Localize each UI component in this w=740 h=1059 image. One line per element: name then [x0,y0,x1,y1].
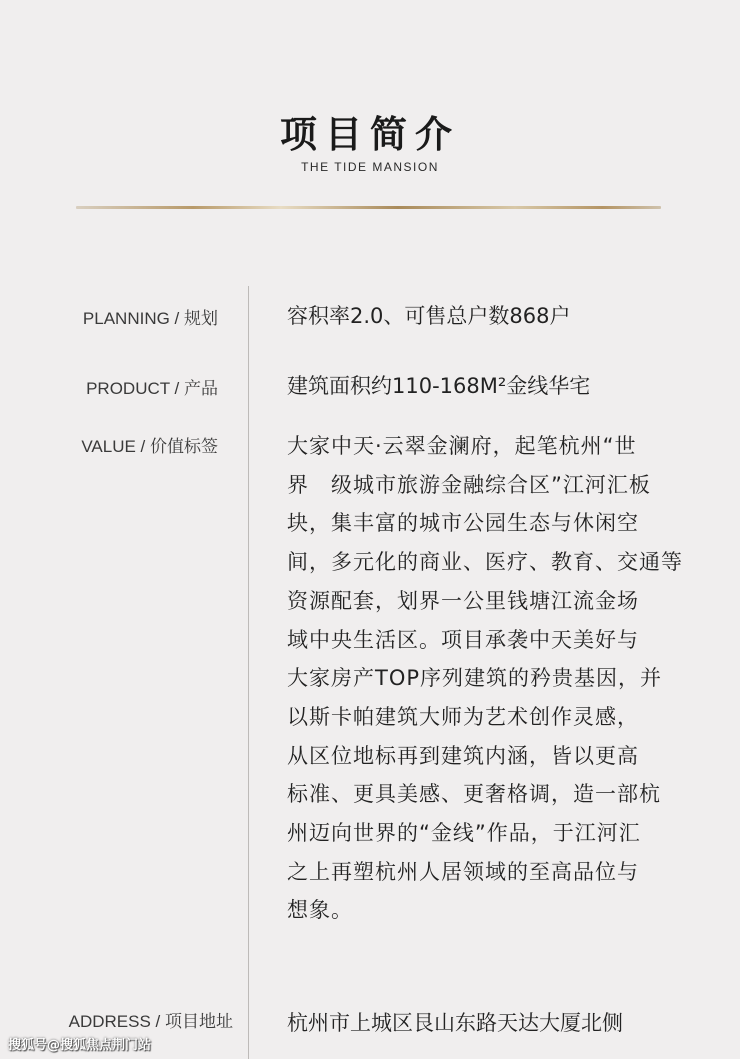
value-line: 域中央生活区。项目承袭中天美好与 [287,627,639,652]
product-label: PRODUCT / 产品 [86,379,218,398]
value-line: 标准、更具美感、更奢格调，造一部杭 [287,782,661,807]
value-line: 资源配套，划界一公里钱塘江流金场 [287,588,639,613]
value-label: VALUE / 价值标签 [81,437,218,456]
address-label: ADDRESS / 项目地址 [68,1012,233,1031]
value-line: 大家房产TOP序列建筑的矜贵基因，并 [287,666,663,691]
value-line: 之上再塑杭州人居领域的至高品位与 [287,859,639,884]
value-line: 大家中天·云翠金澜府，起笔杭州“世 [287,434,637,458]
address-value: 杭州市上城区艮山东路天达大厦北侧 [287,1011,623,1035]
vertical-divider [248,286,249,1059]
page-subtitle: THE TIDE MANSION [301,160,439,174]
value-line: 块，集丰富的城市公园生态与休闲空 [287,511,639,536]
value-line: 州迈向世界的“金线”作品，于江河汇 [287,821,641,846]
planning-value: 容积率2.0、可售总户数868户 [287,304,571,328]
page-title: 项目简介 [280,113,460,156]
gold-divider [76,206,661,209]
value-line: 间，多元化的商业、医疗、教育、交通等 [287,550,683,575]
value-description [287,427,687,930]
watermark: 搜狐号@搜狐焦点荆门站 [8,1038,152,1053]
value-line: 从区位地标再到建筑内涵，皆以更高 [287,743,639,768]
product-value: 建筑面积约110-168M²金线华宅 [287,374,591,398]
planning-label: PLANNING / 规划 [82,309,218,328]
value-line: 想象。 [287,898,353,923]
value-line: 以斯卡帕建筑大师为艺术创作灵感， [287,704,639,729]
value-line: 界 级城市旅游金融综合区”江河汇板 [287,472,651,497]
